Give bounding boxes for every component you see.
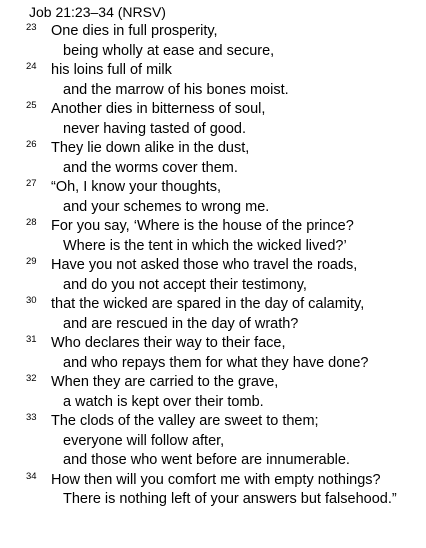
verse-number: 28 (26, 217, 37, 228)
verse-line: One dies in full prosperity, (51, 23, 218, 39)
verse-34 (26, 471, 422, 510)
verse-26 (26, 139, 422, 178)
verse-23 (26, 22, 422, 61)
verse-31 (26, 334, 422, 373)
verse-25 (26, 100, 422, 139)
verse-24 (26, 61, 422, 100)
verse-line: For you say, ‘Where is the house of the prince? (51, 218, 354, 234)
verse-line: a watch is kept over their tomb. (63, 393, 264, 410)
verse-number: 25 (26, 100, 37, 111)
verse-number: 32 (26, 373, 37, 384)
verse-number: 26 (26, 139, 37, 150)
verse-number: 27 (26, 178, 37, 189)
verse-line: everyone will follow after, (63, 432, 225, 449)
scripture-passage (26, 3, 422, 510)
verse-line: Where is the tent in which the wicked lived?’ (63, 237, 347, 254)
verse-line: They lie down alike in the dust, (51, 140, 250, 156)
verse-30 (26, 295, 422, 334)
verse-line: and are rescued in the day of wrath? (63, 315, 299, 332)
verse-line: How then will you comfort me with empty nothings? (51, 471, 381, 488)
verse-line: that the wicked are spared in the day of calamity, (51, 296, 365, 312)
verse-27 (26, 178, 422, 217)
verse-number: 23 (26, 22, 37, 33)
verse-number: 24 (26, 61, 37, 72)
verse-number: 29 (26, 256, 37, 267)
verse-32 (26, 373, 422, 412)
verse-list (26, 22, 422, 510)
verse-number: 34 (26, 470, 37, 482)
verse-line: Another dies in bitterness of soul, (51, 101, 266, 117)
verse-line: “Oh, I know your thoughts, (51, 179, 222, 195)
verse-line: The clods of the valley are sweet to them; (51, 413, 319, 429)
verse-29 (26, 256, 422, 295)
verse-28 (26, 217, 422, 256)
verse-line: his loins full of milk (51, 62, 172, 78)
verse-line: and those who went before are innumerable. (63, 452, 350, 468)
verse-number: 31 (26, 334, 37, 345)
verse-line: never having tasted of good. (63, 120, 246, 137)
verse-line: Who declares their way to their face, (51, 335, 286, 351)
verse-line: and the marrow of his bones moist. (63, 81, 289, 98)
verse-number: 33 (26, 412, 37, 423)
verse-number: 30 (26, 295, 37, 306)
verse-line: When they are carried to the grave, (51, 374, 279, 390)
passage-heading: Job 21:23–34 (NRSV) (29, 4, 166, 20)
verse-line: being wholly at ease and secure, (63, 42, 275, 59)
verse-33 (26, 412, 422, 471)
verse-line: and do you not accept their testimony, (63, 276, 307, 293)
verse-line: and the worms cover them. (63, 159, 238, 176)
verse-line: Have you not asked those who travel the roads, (51, 257, 358, 273)
verse-line: and your schemes to wrong me. (63, 198, 270, 215)
verse-line: There is nothing left of your answers but falsehood.” (63, 491, 397, 507)
verse-line: and who repays them for what they have done? (63, 354, 369, 371)
